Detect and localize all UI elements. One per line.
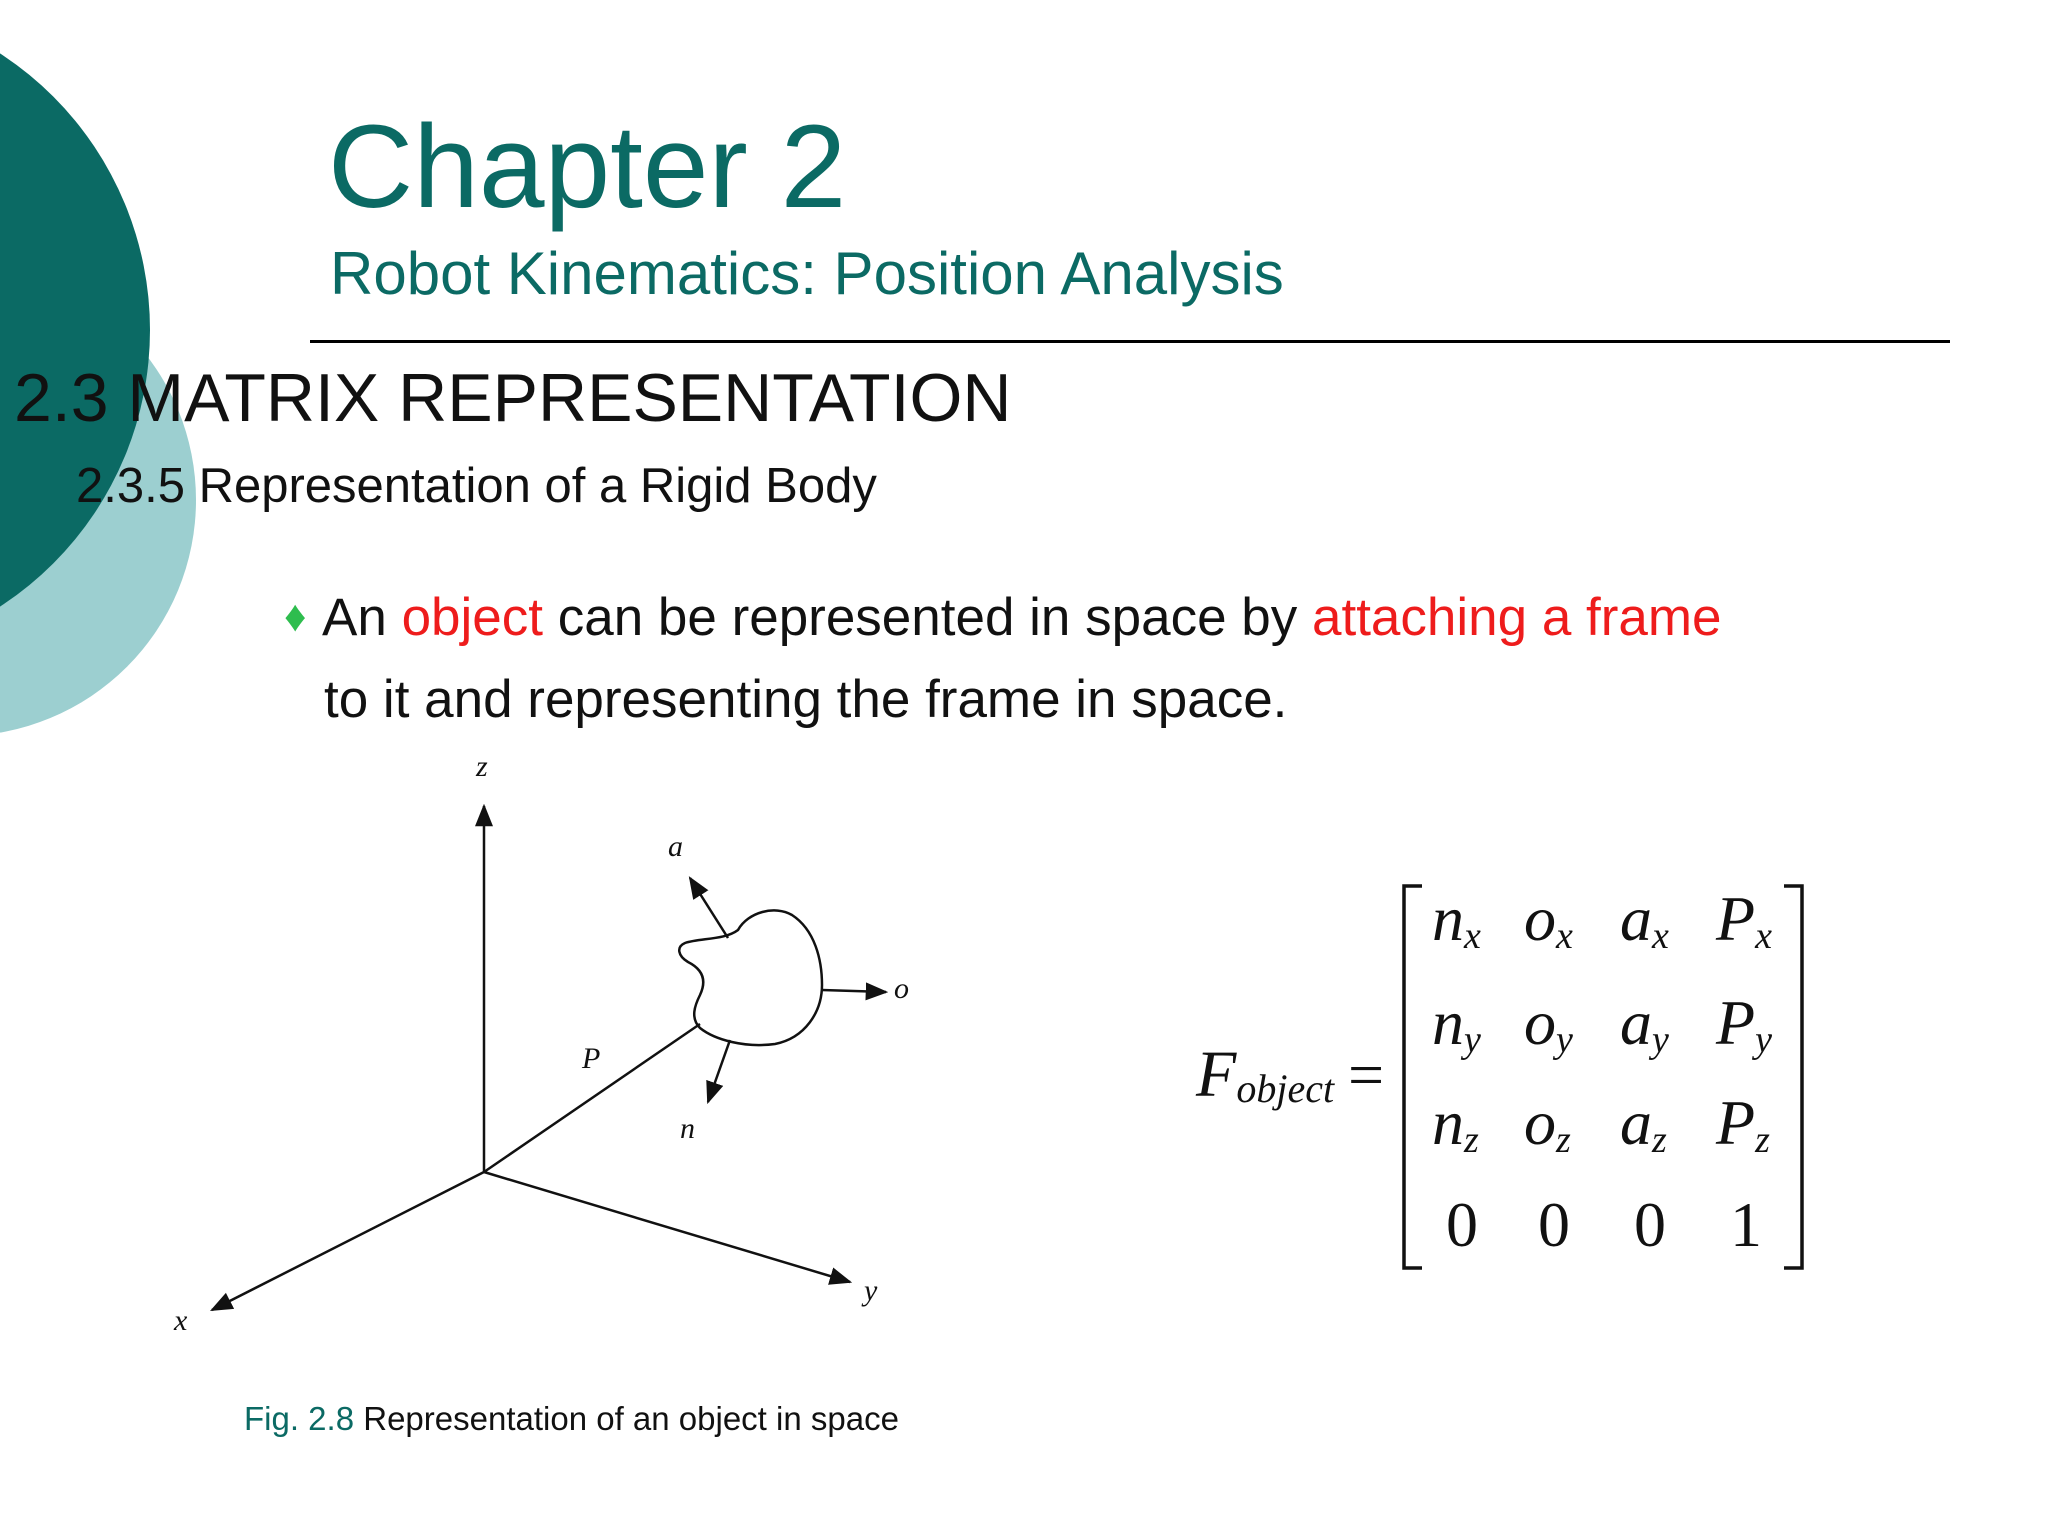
bullet-text-line2: to it and representing the frame in space. <box>324 670 1288 729</box>
matrix-cell-r3-c1: nz <box>1432 1087 1479 1161</box>
matrix-cell-r1-c1: nx <box>1432 883 1481 957</box>
chapter-title: Chapter 2 <box>328 101 847 233</box>
chapter-subtitle: Robot Kinematics: Position Analysis <box>330 240 1284 307</box>
p-vector-label: P <box>582 1042 601 1075</box>
a-vector-label: a <box>668 830 683 863</box>
matrix-cell-r2-c3: ay <box>1620 987 1669 1061</box>
matrix-cell-r4-c4: 1 <box>1730 1189 1762 1260</box>
formula-lhs-sub: object <box>1236 1066 1335 1111</box>
y-axis-label: y <box>864 1274 878 1307</box>
diamond-bullet-icon: ♦ <box>284 592 307 641</box>
formula-equals: = <box>1348 1039 1385 1110</box>
o-vector-label: o <box>894 972 909 1005</box>
matrix-cell-r1-c2: ox <box>1524 883 1573 957</box>
z-axis-label: z <box>476 750 488 783</box>
bullet-highlight-frame: attaching a frame <box>1312 588 1722 647</box>
matrix-left-bracket <box>1404 886 1422 1268</box>
matrix-cell-r4-c2: 0 <box>1538 1189 1570 1260</box>
formula-lhs <box>1195 1038 1335 1111</box>
matrix-cell-r2-c1: ny <box>1432 987 1481 1061</box>
matrix-cell-r4-c1: 0 <box>1446 1189 1478 1260</box>
subsection-heading: 2.3.5 Representation of a Rigid Body <box>76 459 877 513</box>
matrix-cell-r2-c2: oy <box>1524 987 1573 1061</box>
matrix-cells <box>1432 883 1772 1260</box>
bullet-text-2: can be represented in space by <box>543 588 1312 647</box>
matrix-right-bracket <box>1784 886 1802 1268</box>
bullet-highlight-object: object <box>401 588 543 647</box>
figure-number: Fig. 2.8 <box>244 1400 355 1437</box>
matrix-cell-r1-c4: Px <box>1716 883 1772 957</box>
matrix-cell-r3-c3: az <box>1620 1087 1667 1161</box>
matrix-cell-r3-c2: oz <box>1524 1087 1571 1161</box>
formula-lhs-main: F <box>1196 1038 1237 1111</box>
x-axis-label: x <box>174 1304 188 1337</box>
bullet-text-1: An <box>322 588 402 647</box>
matrix-cell-r3-c4: Pz <box>1716 1087 1770 1161</box>
section-heading: 2.3 MATRIX REPRESENTATION <box>14 360 1012 436</box>
matrix-cell-r2-c4: Py <box>1716 987 1772 1061</box>
matrix-cell-r4-c3: 0 <box>1634 1189 1666 1260</box>
matrix-cell-r1-c3: ax <box>1620 883 1669 957</box>
figure-caption-text: Representation of an object in space <box>354 1400 899 1437</box>
n-vector-label: n <box>680 1112 695 1145</box>
